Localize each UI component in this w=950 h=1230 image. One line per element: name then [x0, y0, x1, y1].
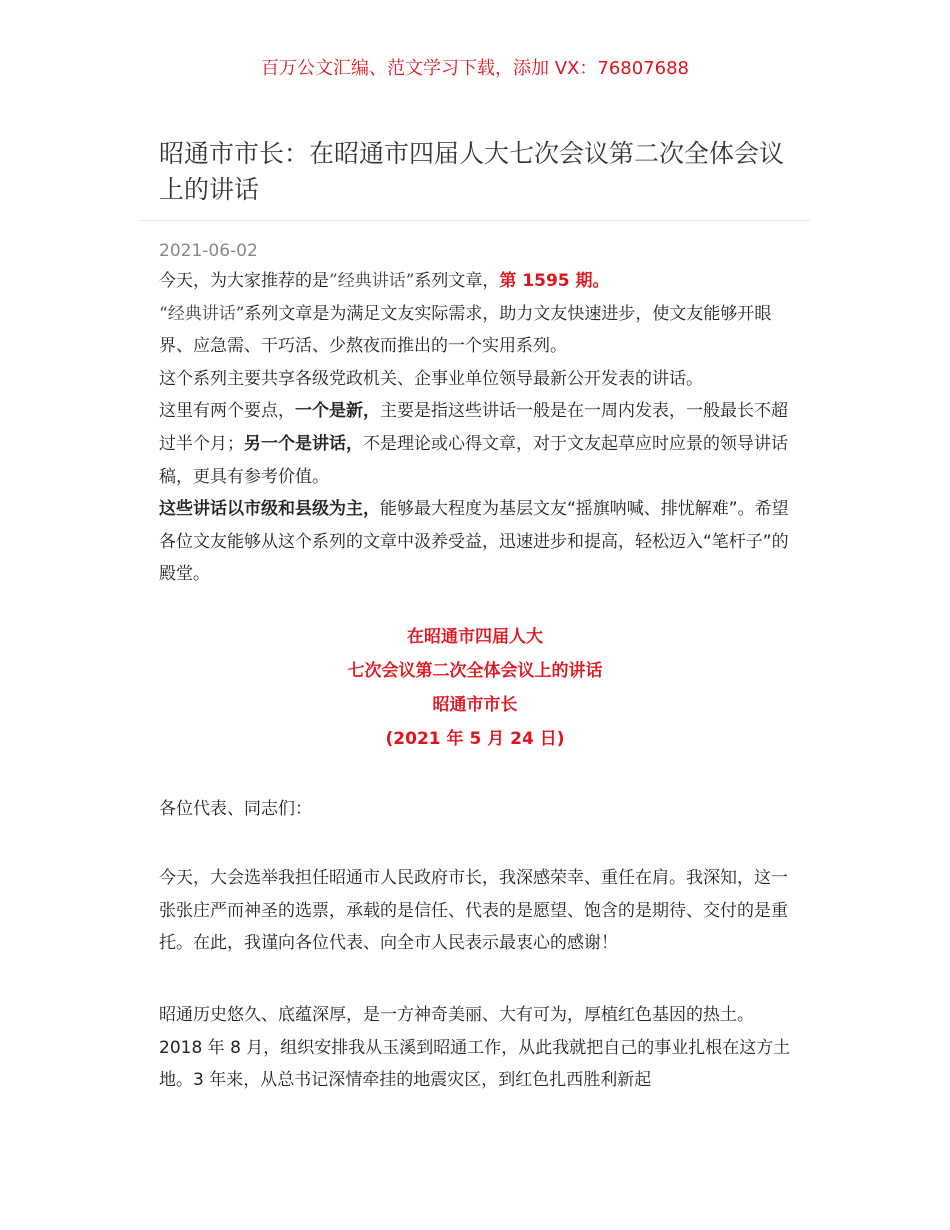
publish-date: 2021-06-02 — [159, 241, 258, 261]
article-title: 昭通市市长：在昭通市四届人大七次会议第二次全体会议上的讲话 — [159, 139, 785, 204]
key-point-2: 另一个是讲话， — [244, 433, 363, 454]
speech-paragraph-1: 今天，大会选举我担任昭通市人民政府市长，我深感荣幸、重任在肩。我深知，这一张张庄严而神圣的选票，承载的是信任、代表的是愿望、饱含的是期待、交付的是重托。在此，我谨向各位代表、向全市人民表示最衷心的感谢！ — [159, 868, 788, 954]
speech-speaker: 昭通市市长 — [432, 695, 518, 715]
speech-paragraph-2: 昭通历史悠久、底蕴深厚，是一方神奇美丽、大有可为，厚植红色基因的热土。2018 年 8 月，组织安排我从玉溪到昭通工作，从此我就把自己的事业扎根在这方土地。3 年来，从总书记深情牵挂的地震灾区，到红色扎西胜利新起 — [159, 1005, 791, 1091]
key-point-1: 一个是新， — [295, 401, 380, 422]
speech-title-line-1: 在昭通市四届人大 — [407, 627, 543, 647]
key-point-3: 这些讲话以市级和县级为主， — [159, 499, 380, 520]
speech-salutation: 各位代表、同志们： — [159, 799, 312, 819]
series-name: “经典讲话” — [159, 303, 245, 324]
series-name: ”经典讲话” — [329, 271, 415, 291]
issue-number: 第 1595 期。 — [499, 271, 610, 291]
intro-paragraph-4 — [159, 395, 795, 493]
speech-title-line-2: 七次会议第二次全体会议上的讲话 — [347, 661, 603, 681]
intro-paragraph-5 — [159, 493, 795, 591]
intro-text: 系列文章， — [414, 271, 500, 291]
speech-heading — [0, 620, 950, 756]
intro-text: 能够最大程度为基层文友“摇旗呐喊、排忧解难”。希望各位文友能够从这个系列的文章中汲养受益，迅速进步和提高，轻松迈入“笔杆子”的殿堂。 — [159, 499, 789, 585]
intro-text: 主要是指这些讲话一般是在一周内发表，一般最长不超过半个月； — [159, 401, 788, 454]
intro-text: 不是理论或心得文章，对于文友起草应时应景的领导讲话稿，更具有参考价值。 — [159, 433, 788, 487]
intro-section — [159, 265, 795, 591]
intro-paragraph-1 — [159, 265, 795, 298]
intro-text: 系列文章是为满足文友实际需求，助力文友快速进步，使文友能够开眼界、应急需、干巧活、少熬夜而推出的一个实用系列。 — [159, 303, 772, 357]
intro-paragraph-3: 这个系列主要共享各级党政机关、企事业单位领导最新公开发表的讲话。 — [159, 368, 703, 389]
promo-banner: 百万公文汇编、范文学习下载，添加 VX：76807688 — [261, 58, 689, 79]
speech-date: (2021 年 5 月 24 日) — [385, 729, 565, 749]
intro-text: 这里有两个要点， — [159, 401, 295, 422]
intro-paragraph-2 — [159, 298, 795, 363]
intro-text: 今天，为大家推荐的是 — [159, 271, 329, 291]
title-divider — [140, 220, 810, 221]
